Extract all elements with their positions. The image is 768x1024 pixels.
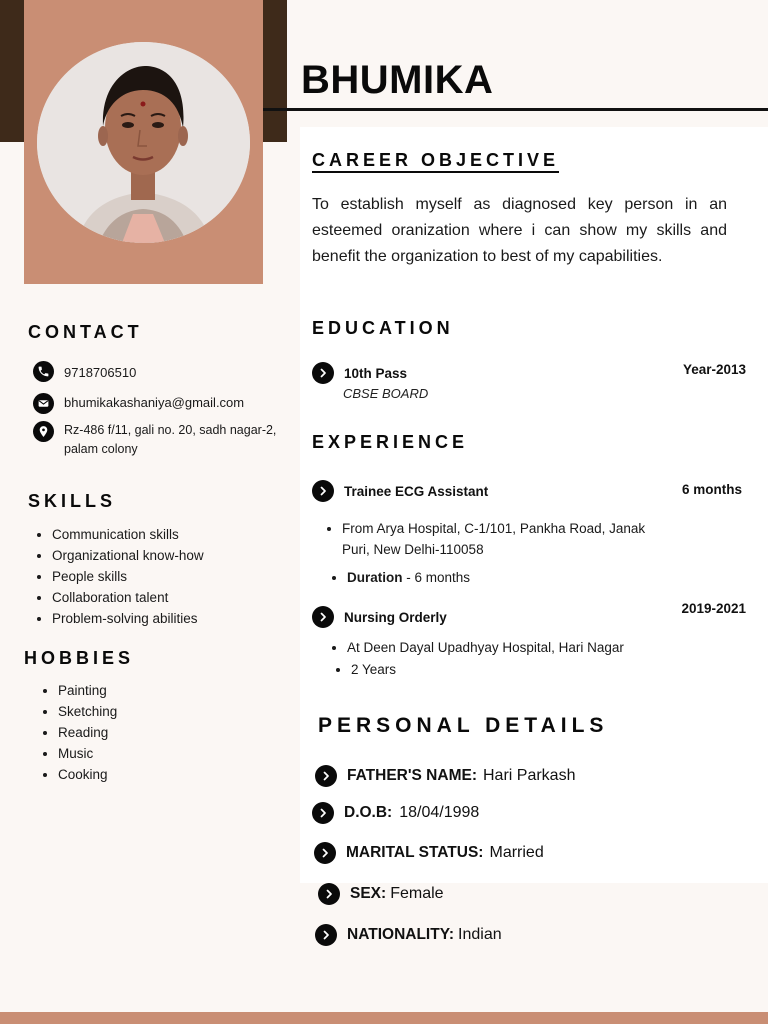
chevron-right-icon <box>312 606 334 628</box>
chevron-right-icon <box>314 842 336 864</box>
list-item: • People skills <box>52 566 204 587</box>
chevron-right-icon <box>312 362 334 384</box>
list-item: • Communication skills <box>52 524 204 545</box>
contact-address: Rz-486 f/11, gali no. 20, sadh nagar-2, palam colony <box>64 423 277 456</box>
personal-dob-row <box>312 802 479 824</box>
personal-marital-row <box>314 842 544 864</box>
list-item: • From Arya Hospital, C-1/101, Pankha Road, Janak Puri, New Delhi-110058 <box>342 518 672 560</box>
personal-nationality-row <box>315 924 502 946</box>
contact-heading: CONTACT <box>28 322 143 342</box>
hobbies-heading: HOBBIES <box>24 648 135 668</box>
experience-1-duration <box>347 567 470 588</box>
resume-name: BHUMIKA <box>301 58 494 102</box>
dob-label: D.O.B: <box>344 804 393 821</box>
list-item: • Problem-solving abilities <box>52 608 204 629</box>
education-board: CBSE BOARD <box>343 386 429 401</box>
list-item: • Organizational know-how <box>52 545 204 566</box>
experience-1-details <box>342 518 672 560</box>
education-heading: EDUCATION <box>312 318 454 338</box>
chevron-right-icon <box>312 802 334 824</box>
list-item: • Reading <box>58 722 117 743</box>
nationality-value: Indian <box>458 926 502 943</box>
marital-label: MARITAL STATUS: <box>346 844 484 861</box>
education-title: 10th Pass <box>344 365 408 381</box>
list-item: • Sketching <box>58 701 117 722</box>
chevron-right-icon <box>315 765 337 787</box>
footer-strip <box>0 1012 768 1024</box>
career-objective-text: To establish myself as diagnosed key person in an esteemed oranization where i can show my skills and benefit the organization to best of my capabilities. <box>312 196 727 265</box>
father-label: FATHER'S NAME: <box>347 767 477 784</box>
father-value: Hari Parkash <box>482 767 576 784</box>
experience-item-1 <box>312 480 488 502</box>
list-item <box>347 567 470 588</box>
contact-email-row <box>33 393 284 414</box>
experience-2-years <box>351 659 396 680</box>
experience-1-period: 6 months <box>681 482 742 497</box>
list-item: • Painting <box>58 680 117 701</box>
skills-heading: SKILLS <box>28 491 117 511</box>
contact-phone: 9718706510 <box>64 365 137 380</box>
education-item <box>312 362 407 384</box>
profile-photo <box>37 42 250 243</box>
contact-phone-row <box>33 361 284 382</box>
list-item: • Collaboration talent <box>52 587 204 608</box>
personal-father-row <box>315 765 575 787</box>
list-item: • Music <box>58 743 117 764</box>
marital-value: Married <box>489 844 544 861</box>
education-year: Year-2013 <box>682 362 746 377</box>
email-icon <box>33 393 54 414</box>
phone-icon <box>33 361 54 382</box>
header-divider <box>263 108 768 111</box>
contact-email[interactable]: bhumikakashaniya@gmail.com <box>64 395 245 410</box>
career-objective-heading: CAREER OBJECTIVE <box>312 150 559 173</box>
sex-value: Female <box>390 885 444 902</box>
list-item: • At Deen Dayal Upadhyay Hospital, Hari Nagar <box>347 637 624 658</box>
nationality-label: NATIONALITY: <box>347 926 455 943</box>
experience-2-period: 2019-2021 <box>681 601 746 616</box>
sex-label: SEX: <box>350 885 387 902</box>
dob-value: 18/04/1998 <box>399 804 480 821</box>
chevron-right-icon <box>318 883 340 905</box>
personal-sex-row <box>318 883 444 905</box>
hobbies-list <box>58 680 117 785</box>
personal-details-heading: PERSONAL DETAILS <box>318 714 609 737</box>
chevron-right-icon <box>315 924 337 946</box>
experience-2-details <box>347 637 624 658</box>
location-pin-icon <box>33 421 54 442</box>
contact-address-row <box>33 421 284 459</box>
chevron-right-icon <box>312 480 334 502</box>
list-item: • Cooking <box>58 764 117 785</box>
list-item: • 2 Years <box>351 659 396 680</box>
duration-label: Duration <box>347 570 403 585</box>
experience-item-2 <box>312 606 447 628</box>
duration-value: - 6 months <box>402 570 471 585</box>
skills-list <box>52 524 204 629</box>
experience-2-title: Nursing Orderly <box>344 609 447 625</box>
experience-heading: EXPERIENCE <box>312 432 469 452</box>
experience-1-title: Trainee ECG Assistant <box>344 483 489 499</box>
